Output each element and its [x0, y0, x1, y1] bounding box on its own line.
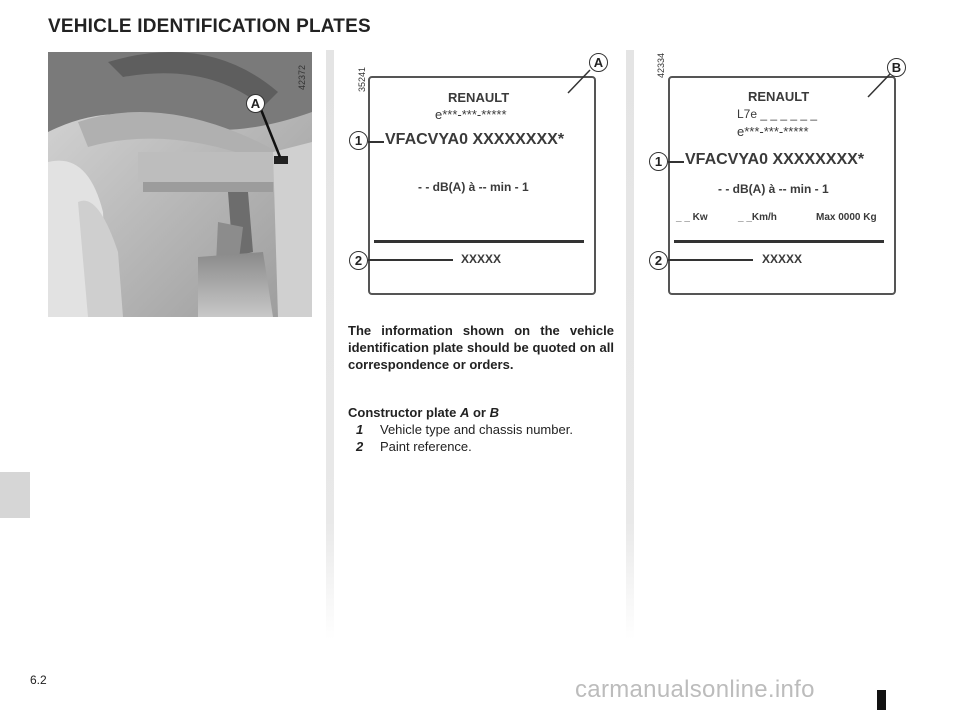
heading-prefix: Constructor plate — [348, 405, 460, 420]
plate-b-category: L7e _ _ _ _ _ _ — [737, 107, 818, 121]
heading-letter-b: B — [489, 405, 499, 420]
plate-a-callout-2: 2 — [349, 251, 368, 270]
chapter-tab — [0, 472, 30, 518]
plate-a-vin: VFACVYA0 XXXXXXXX* — [385, 131, 565, 148]
heading-or: or — [469, 405, 490, 420]
watermark: carmanualsonline.info — [575, 676, 815, 703]
item-number: 1 — [356, 422, 364, 437]
end-of-section-mark — [877, 690, 886, 710]
plate-a-letter-callout: A — [589, 53, 608, 72]
list-item — [356, 438, 472, 455]
item-label: Paint reference. — [380, 439, 472, 454]
plate-b-rule — [674, 240, 884, 243]
plate-b-callout-2: 2 — [649, 251, 668, 270]
plate-a-callout-1-line — [368, 141, 384, 143]
plate-a-brand: RENAULT — [448, 90, 510, 105]
plate-a-ref-number: 35241 — [357, 66, 367, 92]
plate-b-mass: Max 0000 Kg — [816, 212, 877, 223]
plate-b-callout-1: 1 — [649, 152, 668, 171]
plate-b-brand: RENAULT — [748, 89, 810, 104]
dashboard-photo — [48, 52, 312, 317]
column-separator — [326, 50, 334, 640]
plate-a-rule — [374, 240, 584, 243]
plate-a-paint: XXXXX — [461, 252, 502, 266]
plate-b-ref-number: 42334 — [656, 52, 666, 78]
page-title: VEHICLE IDENTIFICATION PLATES — [48, 16, 371, 37]
photo-ref-number: 42372 — [297, 64, 307, 90]
photo-callout-a: A — [246, 94, 265, 113]
plate-a-noise: - - dB(A) à -- min - 1 — [418, 180, 529, 194]
page-number: 6.2 — [30, 673, 47, 687]
plate-b-power: _ _ Kw — [676, 212, 708, 223]
list-item — [356, 421, 573, 438]
plate-b-callout-1-line — [668, 161, 684, 163]
info-paragraph: The information shown on the vehicle identification plate should be quoted on all correspondence or orders. — [348, 323, 614, 372]
plate-b-speed: _ _Km/h — [738, 212, 777, 223]
constructor-plate-heading — [348, 404, 499, 421]
heading-letter-a: A — [459, 405, 470, 420]
plate-b-approval: e***-***-***** — [737, 124, 809, 139]
plate-b-noise: - - dB(A) à -- min - 1 — [718, 182, 829, 196]
item-label: Vehicle type and chassis number. — [380, 422, 573, 437]
plate-b-vin: VFACVYA0 XXXXXXXX* — [685, 151, 865, 168]
plate-b-letter-callout: B — [887, 58, 906, 77]
plate-a-callout-1: 1 — [349, 131, 368, 150]
plate-a-callout-2-line — [368, 259, 453, 261]
plate-b-paint: XXXXX — [762, 252, 803, 266]
plate-b-callout-2-line — [668, 259, 753, 261]
plate-a-leader-line — [560, 60, 600, 100]
plate-a-approval: e***-***-***** — [435, 107, 507, 122]
column-separator — [626, 50, 634, 640]
plate-b-leader-line — [860, 64, 900, 104]
item-number: 2 — [356, 439, 364, 454]
dashboard-illustration — [48, 52, 312, 317]
